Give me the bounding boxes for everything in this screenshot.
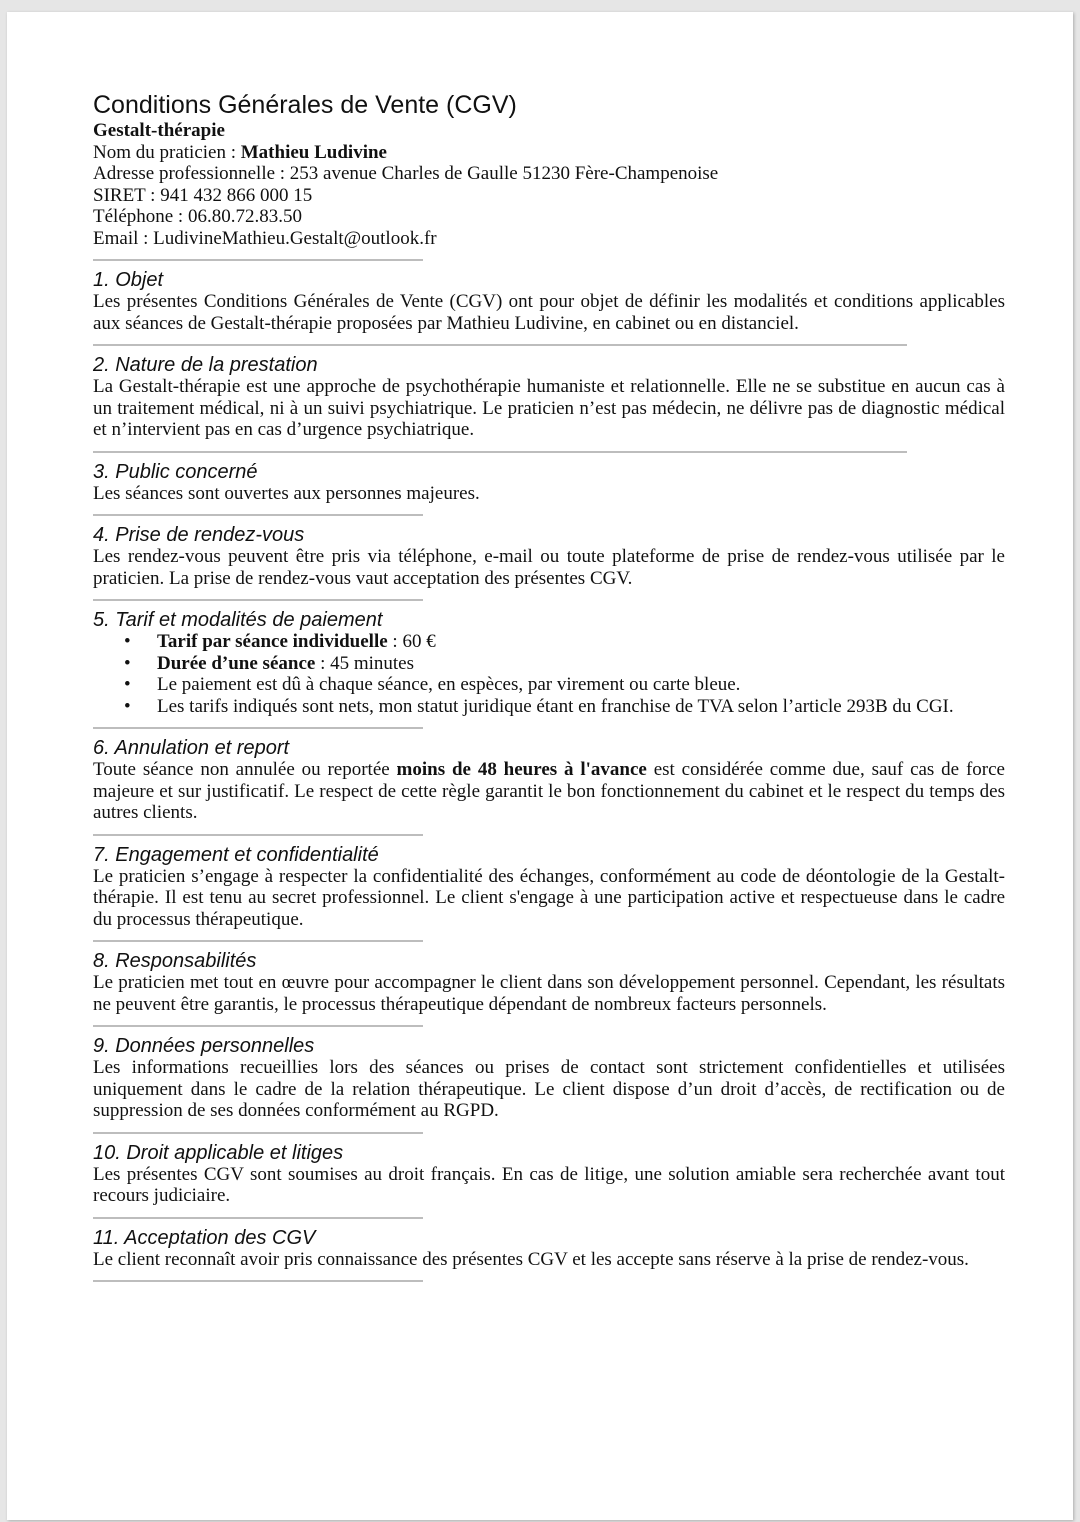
section-divider	[93, 344, 907, 346]
bullet-text: Les tarifs indiqués sont nets, mon statut juridique étant en franchise de TVA selon l’article 293B du CGI.	[157, 695, 954, 717]
bullet-item	[157, 653, 1005, 675]
bullet-text: : 60 €	[387, 631, 436, 652]
payment-bullet-list	[93, 631, 1005, 717]
section-nature-prestation	[93, 354, 1005, 441]
document-page	[7, 12, 1073, 1520]
phone-line: Téléphone : 06.80.72.83.50	[93, 206, 302, 227]
section-divider	[93, 1025, 423, 1027]
address-line: Adresse professionnelle : 253 avenue Charles de Gaulle 51230 Fère-Champenoise	[93, 163, 719, 184]
practitioner-label: Nom du praticien :	[93, 141, 241, 163]
section-tarif-paiement	[93, 609, 1005, 717]
section-title: 11. Acceptation des CGV	[93, 1226, 316, 1249]
bullet-item	[157, 696, 1005, 718]
section-divider	[93, 940, 423, 942]
section-text: Les informations recueillies lors des séances ou prises de contact sont strictement confidentielles et utilisées uniquement dans le cadre de la relation thérapeutique. Le client dispose d’un droit d’accès, de rectification ou de suppression de ses données conformément au RGPD.	[93, 1057, 1005, 1121]
section-title: 2. Nature de la prestation	[93, 354, 318, 376]
section-title: 9. Données personnelles	[93, 1035, 315, 1057]
section-divider	[93, 259, 423, 261]
section-divider	[93, 514, 423, 516]
section-text: Le praticien s’engage à respecter la confidentialité des échanges, conformément au code de déontologie de la Gestalt-thérapie. Il est tenu au secret professionnel. Le client s'engage à une participation active et respectueuse dans le cadre du processus thérapeutique.	[93, 865, 1005, 930]
practitioner-line	[93, 142, 1005, 164]
document-content	[93, 90, 1005, 1290]
section-title: 7. Engagement et confidentialité	[93, 843, 379, 866]
text-bold: moins de 48 heures à l'avance	[396, 759, 647, 780]
section-title: 1. Objet	[93, 269, 164, 291]
text-after: est considérée comme due, sauf cas de force majeure et sur justificatif. Le respect de cette règle garantit le bon fonctionnement du cabinet et le respect du temps des autres clients.	[93, 759, 1005, 823]
document-title: Conditions Générales de Vente (CGV)	[93, 91, 517, 119]
section-text: Les présentes Conditions Générales de Vente (CGV) ont pour objet de définir les modalités et conditions applicables aux séances de Gestalt-thérapie proposées par Mathieu Ludivine, en cabinet ou en distanciel.	[93, 291, 1005, 334]
bullet-bold: Durée d’une séance	[157, 652, 316, 674]
section-text: Le client reconnaît avoir pris connaissance des présentes CGV et les accepte sans réserve à la prise de rendez-vous.	[93, 1248, 969, 1270]
section-text	[93, 759, 1005, 824]
bullet-item	[157, 674, 1005, 696]
document-subtitle: Gestalt-thérapie	[93, 120, 225, 141]
section-divider	[93, 727, 423, 729]
section-title: 5. Tarif et modalités de paiement	[93, 609, 383, 631]
section-text: Les présentes CGV sont soumises au droit français. En cas de litige, une solution amiable sera recherchée avant tout recours judiciaire.	[93, 1163, 1005, 1206]
bullet-item	[157, 631, 1005, 653]
bullet-text: Le paiement est dû à chaque séance, en espèces, par virement ou carte bleue.	[157, 674, 741, 695]
siret-line: SIRET : 941 432 866 000 15	[93, 184, 313, 206]
section-droit-applicable	[93, 1142, 1005, 1207]
section-donnees-personnelles	[93, 1035, 1005, 1122]
section-divider	[93, 599, 423, 601]
section-acceptation-cgv	[93, 1227, 1005, 1271]
text-before: Toute séance non annulée ou reportée	[93, 759, 397, 780]
section-text: Le praticien met tout en œuvre pour accompagner le client dans son développement personnel. Cependant, les résultats ne peuvent être garantis, le processus thérapeutique dépendant de nombreux facteurs personnels.	[93, 972, 1005, 1015]
section-text: Les séances sont ouvertes aux personnes majeures.	[93, 482, 480, 504]
section-prise-rendez-vous	[93, 524, 1005, 589]
section-divider	[93, 451, 907, 453]
section-divider	[93, 834, 423, 836]
practitioner-name: Mathieu Ludivine	[240, 141, 387, 163]
section-public-concerne	[93, 461, 1005, 505]
section-responsabilites	[93, 950, 1005, 1015]
section-objet	[93, 269, 1005, 334]
section-divider	[93, 1217, 423, 1219]
section-annulation-report	[93, 737, 1005, 824]
section-text: La Gestalt-thérapie est une approche de psychothérapie humaniste et relationnelle. Elle ne se substitue en aucun cas à un traitement médical, ni à un suivi psychiatrique. Le praticien n’est pas médecin, ne délivre pas de diagnostic médical et n’intervient pas en cas d’urgence psychiatrique.	[93, 376, 1005, 440]
email-line: Email : LudivineMathieu.Gestalt@outlook.fr	[93, 227, 437, 249]
section-title: 6. Annulation et report	[93, 737, 290, 759]
section-engagement-confidentialite	[93, 844, 1005, 931]
section-divider	[93, 1132, 423, 1134]
section-title: 10. Droit applicable et litiges	[93, 1141, 344, 1164]
section-divider	[93, 1280, 423, 1282]
section-title: 4. Prise de rendez-vous	[93, 524, 305, 546]
section-title: 3. Public concerné	[93, 460, 258, 483]
bullet-text: : 45 minutes	[315, 652, 415, 674]
bullet-bold: Tarif par séance individuelle	[157, 631, 388, 652]
section-title: 8. Responsabilités	[93, 950, 257, 972]
section-text: Les rendez-vous peuvent être pris via téléphone, e-mail ou toute plateforme de prise de rendez-vous utilisée par le praticien. La prise de rendez-vous vaut acceptation des présentes CGV.	[93, 546, 1005, 589]
